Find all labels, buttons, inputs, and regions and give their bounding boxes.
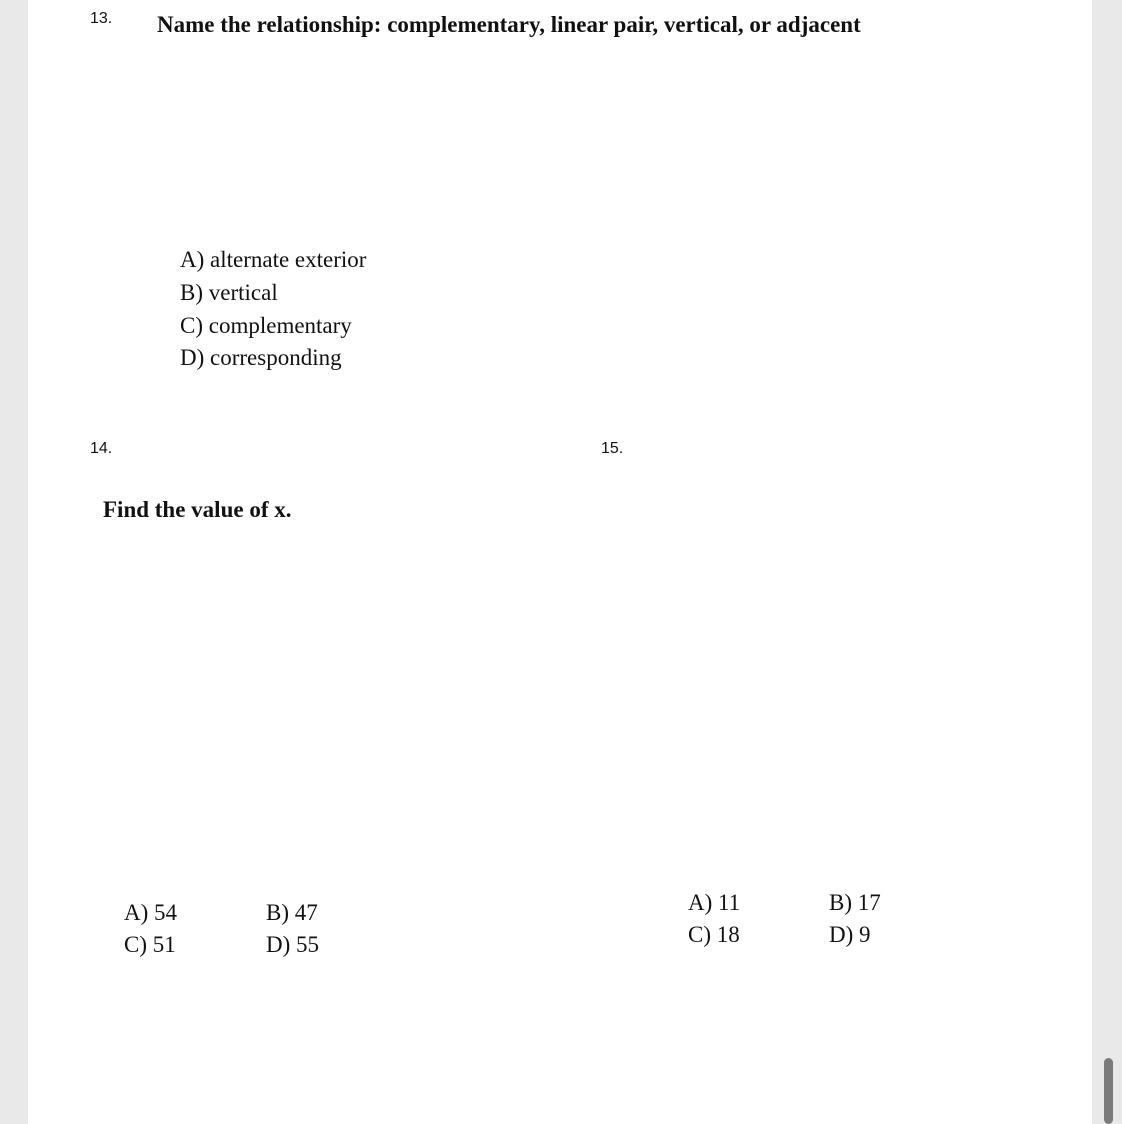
question-15-number: 15. xyxy=(601,440,624,457)
angle-label-b: b xyxy=(250,139,259,156)
q14-choice-a: A) 54 xyxy=(124,900,178,925)
q14-choice-c: C) 51 xyxy=(124,932,176,957)
angle-label-a: a xyxy=(247,175,256,192)
q15-choice-c: C) 18 xyxy=(688,922,740,947)
question-13-number: 13. xyxy=(90,10,113,27)
q14-choice-b: B) 47 xyxy=(266,900,318,925)
question-13-title: Name the relationship: complementary, linear pair, vertical, or adjacent xyxy=(157,12,861,37)
q15-choice-b: B) 17 xyxy=(829,890,881,915)
q13-choice-d: D) corresponding xyxy=(180,345,342,370)
q15-choice-d: D) 9 xyxy=(829,922,871,947)
q13-choice-a: A) alternate exterior xyxy=(180,247,367,272)
question-14-title: Find the value of x. xyxy=(103,497,292,522)
angle-label-lower: (x - 10)° xyxy=(165,824,219,841)
angle-label-upper: (3x + 2)° xyxy=(137,715,195,732)
q14-choice-d: D) 55 xyxy=(266,932,320,957)
angle-label-left: 47° xyxy=(815,722,838,739)
angle-label-right: (5x + 2)° xyxy=(886,710,944,727)
worksheet-page xyxy=(28,0,1092,1124)
q15-choice-a: A) 11 xyxy=(688,890,741,915)
q13-choice-c: C) complementary xyxy=(180,313,352,338)
question-14-number: 14. xyxy=(90,440,113,457)
scrollbar-thumb[interactable] xyxy=(1104,1058,1113,1124)
q13-choice-b: B) vertical xyxy=(180,280,278,305)
